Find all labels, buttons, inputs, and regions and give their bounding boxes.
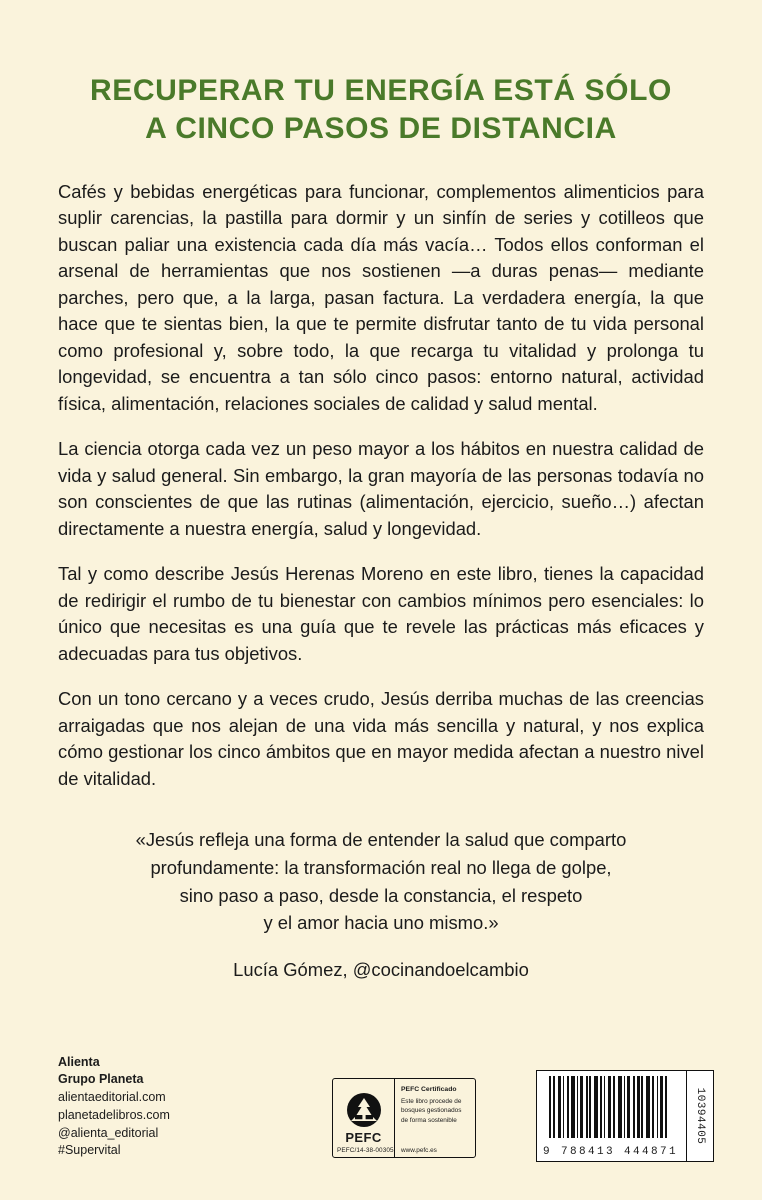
barcode-digits: 9 788413 444871 bbox=[542, 1146, 679, 1158]
isbn-barcode bbox=[536, 1070, 714, 1162]
pefc-certification-badge bbox=[332, 1078, 476, 1158]
pefc-text-block bbox=[395, 1079, 475, 1157]
blurb-paragraph: Tal y como describe Jesús Herenas Moreno en este libro, tienes la capacidad de redirigir el rumbo de tu bienestar con cambios mínimos pero esenciales: lo único que necesitas es una guía que te revele las prácticas más eficaces y adecuadas para tus objetivos. bbox=[58, 563, 704, 664]
barcode-bars bbox=[549, 1076, 682, 1138]
blurb-paragraph: La ciencia otorga cada vez un peso mayor a los hábitos en nuestra calidad de vida y salud general. Sin embargo, la gran mayoría de las personas todavía no son conscientes de que las rutinas (alimentación, ejercicio, sueño…) afectan directamente a nuestra energía, salud y longevidad. bbox=[58, 438, 704, 539]
blurb-text bbox=[58, 179, 704, 793]
pefc-code: PEFC/14-38-00305 bbox=[337, 1147, 394, 1154]
publisher-imprint bbox=[58, 1054, 170, 1161]
barcode-side-value: 10394405 bbox=[694, 1087, 706, 1145]
pefc-wordmark: PEFC bbox=[345, 1130, 382, 1145]
pefc-logo bbox=[333, 1079, 395, 1157]
pefc-title: PEFC Certificado bbox=[401, 1086, 457, 1093]
barcode-main bbox=[537, 1071, 686, 1161]
quote-line: profundamente: la transformación real no llega de golpe, bbox=[150, 856, 612, 878]
headline-line-2: A CINCO PASOS DE DISTANCIA bbox=[145, 112, 617, 146]
headline-line-1: RECUPERAR TU ENERGÍA ESTÁ SÓLO bbox=[90, 74, 672, 107]
imprint-website[interactable]: alientaeditorial.com bbox=[58, 1090, 166, 1104]
publisher-group: Grupo Planeta bbox=[58, 1072, 144, 1087]
publisher-name: Alienta bbox=[58, 1054, 100, 1069]
pefc-description: Este libro procede de bosques gestionados de forma sostenible bbox=[401, 1098, 462, 1124]
quote-line: sino paso a paso, desde la constancia, el respeto bbox=[179, 884, 583, 906]
barcode-side-code bbox=[686, 1071, 713, 1161]
tree-arrows-icon bbox=[344, 1091, 384, 1129]
blurb-paragraph: Cafés y bebidas energéticas para funcionar, complementos alimenticios para suplir carencias, la pastilla para dormir y un sinfín de series y cotilleos que buscan paliar una existencia cada día más vacía… Todos ellos conforman el arsenal de herramientas que nos sostienen —a duras penas— mediante parches, pero que, a la larga, pasan factura. La verdadera energía, la que hace que te sientas bien, la que te permite disfrutar tanto de tu vida personal como profesional y, sobre todo, la que recarga tu vitalidad y prolonga tu longevidad, se encuentra a tan sólo cinco pasos: entorno natural, actividad física, alimentación, relaciones sociales de calidad y salud mental. bbox=[58, 180, 704, 414]
quote-line: y el amor hacia uno mismo.» bbox=[263, 912, 499, 934]
imprint-hashtag[interactable]: #Supervital bbox=[58, 1143, 121, 1158]
testimonial-quote bbox=[58, 826, 704, 936]
quote-attribution: Lucía Gómez, @cocinandoelcambio bbox=[233, 958, 529, 980]
page-title bbox=[58, 0, 704, 149]
imprint-social-handle[interactable]: @alienta_editorial bbox=[58, 1125, 159, 1140]
pefc-url[interactable]: www.pefc.es bbox=[401, 1147, 437, 1154]
imprint-website-planeta[interactable]: planetadelibros.com bbox=[58, 1107, 170, 1122]
blurb-paragraph: Con un tono cercano y a veces crudo, Jesús derriba muchas de las creencias arraigadas que nos alejan de una vida más sencilla y natural, y nos explica cómo gestionar los cinco ámbitos que en mayor medida afectan a nuestro nivel de vitalidad. bbox=[58, 688, 704, 789]
cover-footer bbox=[58, 1054, 714, 1162]
quote-line: «Jesús refleja una forma de entender la salud que comparto bbox=[135, 829, 627, 851]
